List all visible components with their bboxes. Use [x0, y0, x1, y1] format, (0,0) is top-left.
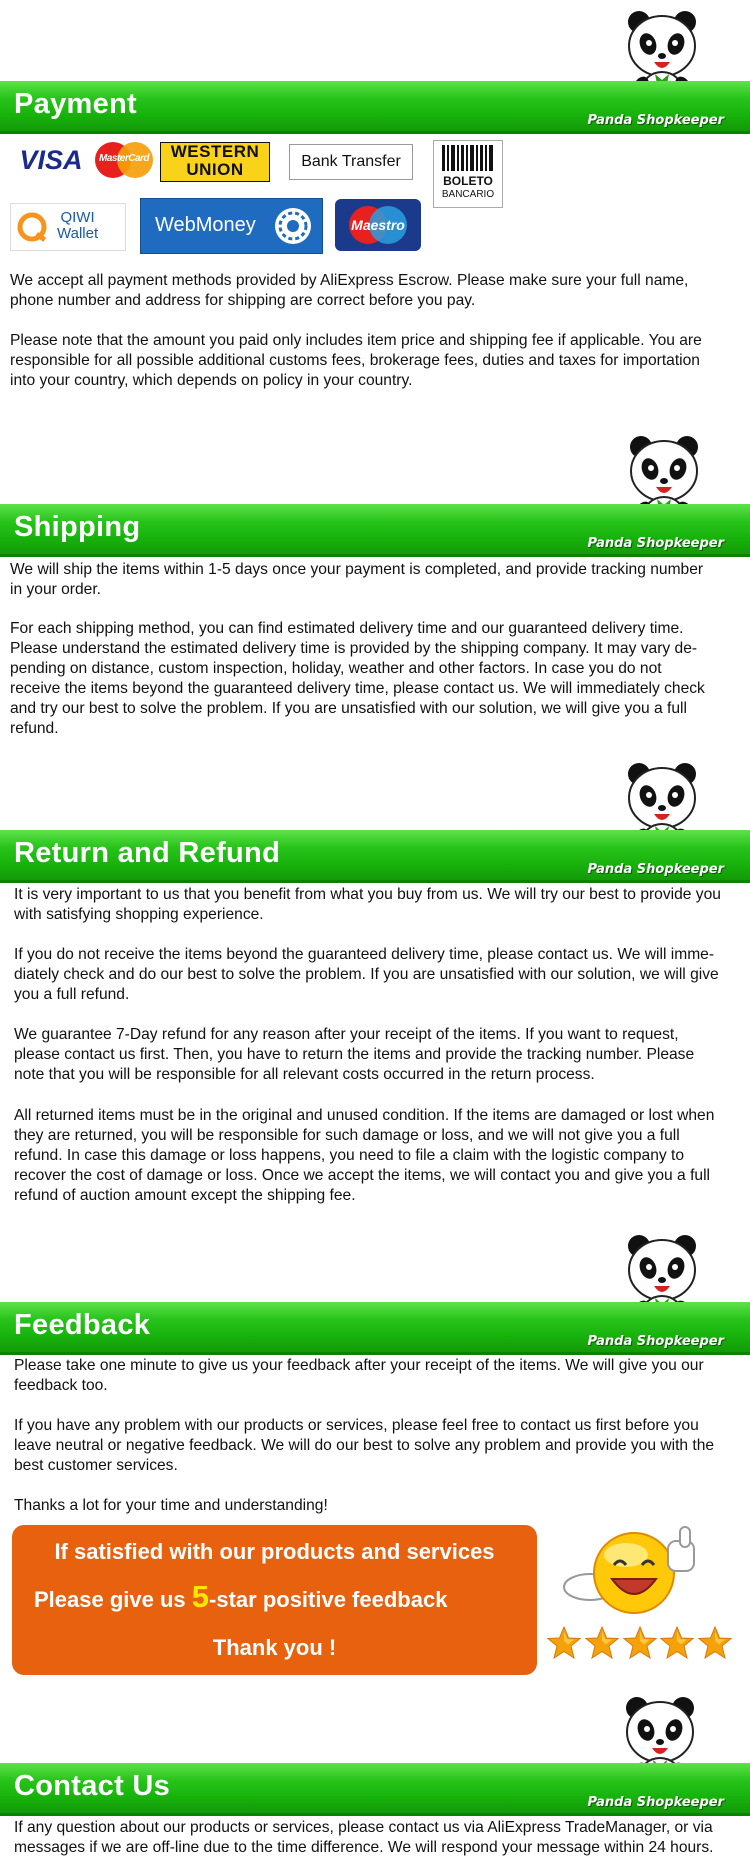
contact-paragraph-1: If any question about our products or services, please contact us via AliExpress TradeManager, or via messages if we are off-line due to the time difference. We will respond your message within 24 hours.: [14, 1819, 714, 1856]
feedback-promo-banner: [12, 1525, 537, 1675]
contact-header-band: [0, 1763, 750, 1816]
rating-star-icon: [585, 1626, 619, 1660]
mastercard-logo: [92, 141, 156, 179]
promo-thank-you: Thank you !: [212, 1635, 337, 1660]
webmoney-globe-icon: [273, 206, 313, 246]
western-union-line2: UNION: [186, 160, 244, 179]
boleto-line2: BANCARIO: [441, 189, 495, 200]
promo-line-1: If satisfied with our products and services: [54, 1539, 495, 1564]
western-union-logo: [160, 142, 270, 182]
smiley-thumbs-up-icon: [556, 1525, 712, 1625]
rating-star-icon: [547, 1626, 581, 1660]
bank-transfer-text: Bank Transfer: [301, 153, 401, 170]
promo-line-2: [34, 1579, 559, 1615]
refund-paragraph-3: We guarantee 7-Day refund for any reason after your receipt of the items. If you want to request, please contact us first. Then, you have to return the items and provide the tracking number. Please note that you will be responsible for all relevant costs occurred in the return process.: [14, 1026, 695, 1083]
boleto-line1: BOLETO: [443, 174, 493, 188]
visa-logo: [14, 143, 88, 177]
feedback-header-band: [0, 1302, 750, 1355]
refund-paragraph-1: It is very important to us that you benefit from what you buy from us. We will try our best to provide you with satisfying shopping experience.: [14, 886, 721, 923]
shipping-header-band: [0, 504, 750, 557]
brand-label: Panda Shopkeeper: [587, 862, 724, 877]
boleto-logo: [433, 140, 503, 208]
promo-line-2-suffix: -star positive feedback: [209, 1587, 448, 1612]
brand-label: Panda Shopkeeper: [587, 1795, 724, 1810]
contact-title: Contact Us: [14, 1770, 171, 1802]
barcode-icon: [434, 145, 502, 173]
rating-star-icon: [660, 1626, 694, 1660]
payment-paragraph-2: Please note that the amount you paid only includes item price and shipping fee if applicable. You are responsible for all possible additional customs fees, brokerage fees, duties and taxes for importation into your country, which depends on policy in your country.: [10, 332, 702, 389]
western-union-line1: WESTERN: [170, 142, 260, 161]
feedback-paragraph-2: If you have any problem with our products or services, please feel free to contact us first before you leave neutral or negative feedback. We will do our best to solve any problem and provide you with the best customer services.: [14, 1417, 715, 1474]
brand-label: Panda Shopkeeper: [587, 113, 724, 128]
shipping-paragraph-1: We will ship the items within 1-5 days once your payment is completed, and provide tracking number in your order.: [10, 561, 704, 598]
payment-title: Payment: [14, 88, 137, 120]
refund-paragraph-2: If you do not receive the items beyond the guaranteed delivery time, please contact us. We will imme- diately check and do our best to solve the problem. If you are unsatisfied with our solution, we will give you a full refund.: [14, 946, 719, 1003]
rating-star-icon: [623, 1626, 657, 1660]
refund-title: Return and Refund: [14, 837, 281, 869]
refund-header-band: [0, 830, 750, 883]
qiwi-line2: Wallet: [57, 225, 99, 242]
payment-header-band: [0, 81, 750, 134]
refund-paragraph-4: All returned items must be in the original and unused condition. If the items are damaged or lost when they are returned, you will be responsible for such damage or loss, and we will not give you a full refund. In case this damage or loss happens, you need to file a claim with the logistic company to recover the cost of damage or loss. Once we accept the items, we will contact you and give you a full refund of auction amount except the shipping fee.: [14, 1107, 715, 1204]
feedback-title: Feedback: [14, 1309, 151, 1341]
qiwi-circle-icon: [17, 212, 51, 242]
maestro-logo: [335, 199, 421, 251]
rating-star-icon: [698, 1626, 732, 1660]
webmoney-text: WebMoney: [155, 214, 256, 236]
payment-paragraph-1: We accept all payment methods provided by AliExpress Escrow. Please make sure your full name, phone number and address for shipping are correct before you pay.: [10, 272, 689, 309]
brand-label: Panda Shopkeeper: [587, 1334, 724, 1349]
maestro-text: Maestro: [351, 217, 405, 233]
visa-logo-text: VISA: [19, 144, 83, 175]
bank-transfer-logo: [289, 144, 413, 180]
promo-five-number: 5: [191, 1579, 210, 1614]
qiwi-line1: QIWI: [60, 209, 95, 226]
shipping-paragraph-2: For each shipping method, you can find estimated delivery time and our guaranteed delivery time. Please understand the estimated delivery time is provided by the shipping company. It may vary de- pending on distance, custom inspection, holiday, weather and other factors. In case you do not receive the items beyond the guaranteed delivery time, please contact us. We will immediately check and try our best to solve the problem. If you are unsatisfied with our solution, we will give you a full refund.: [10, 620, 705, 737]
shipping-title: Shipping: [14, 511, 141, 543]
feedback-paragraph-1: Please take one minute to give us your feedback after your receipt of the items. We will give you our feedback too.: [14, 1357, 704, 1394]
feedback-paragraph-3: Thanks a lot for your time and understanding!: [14, 1497, 328, 1514]
qiwi-wallet-logo: [10, 203, 126, 251]
webmoney-logo: [140, 198, 323, 254]
promo-line-2-prefix: Please give us: [34, 1587, 192, 1612]
mastercard-logo-text: MasterCard: [98, 153, 150, 164]
brand-label: Panda Shopkeeper: [587, 536, 724, 551]
